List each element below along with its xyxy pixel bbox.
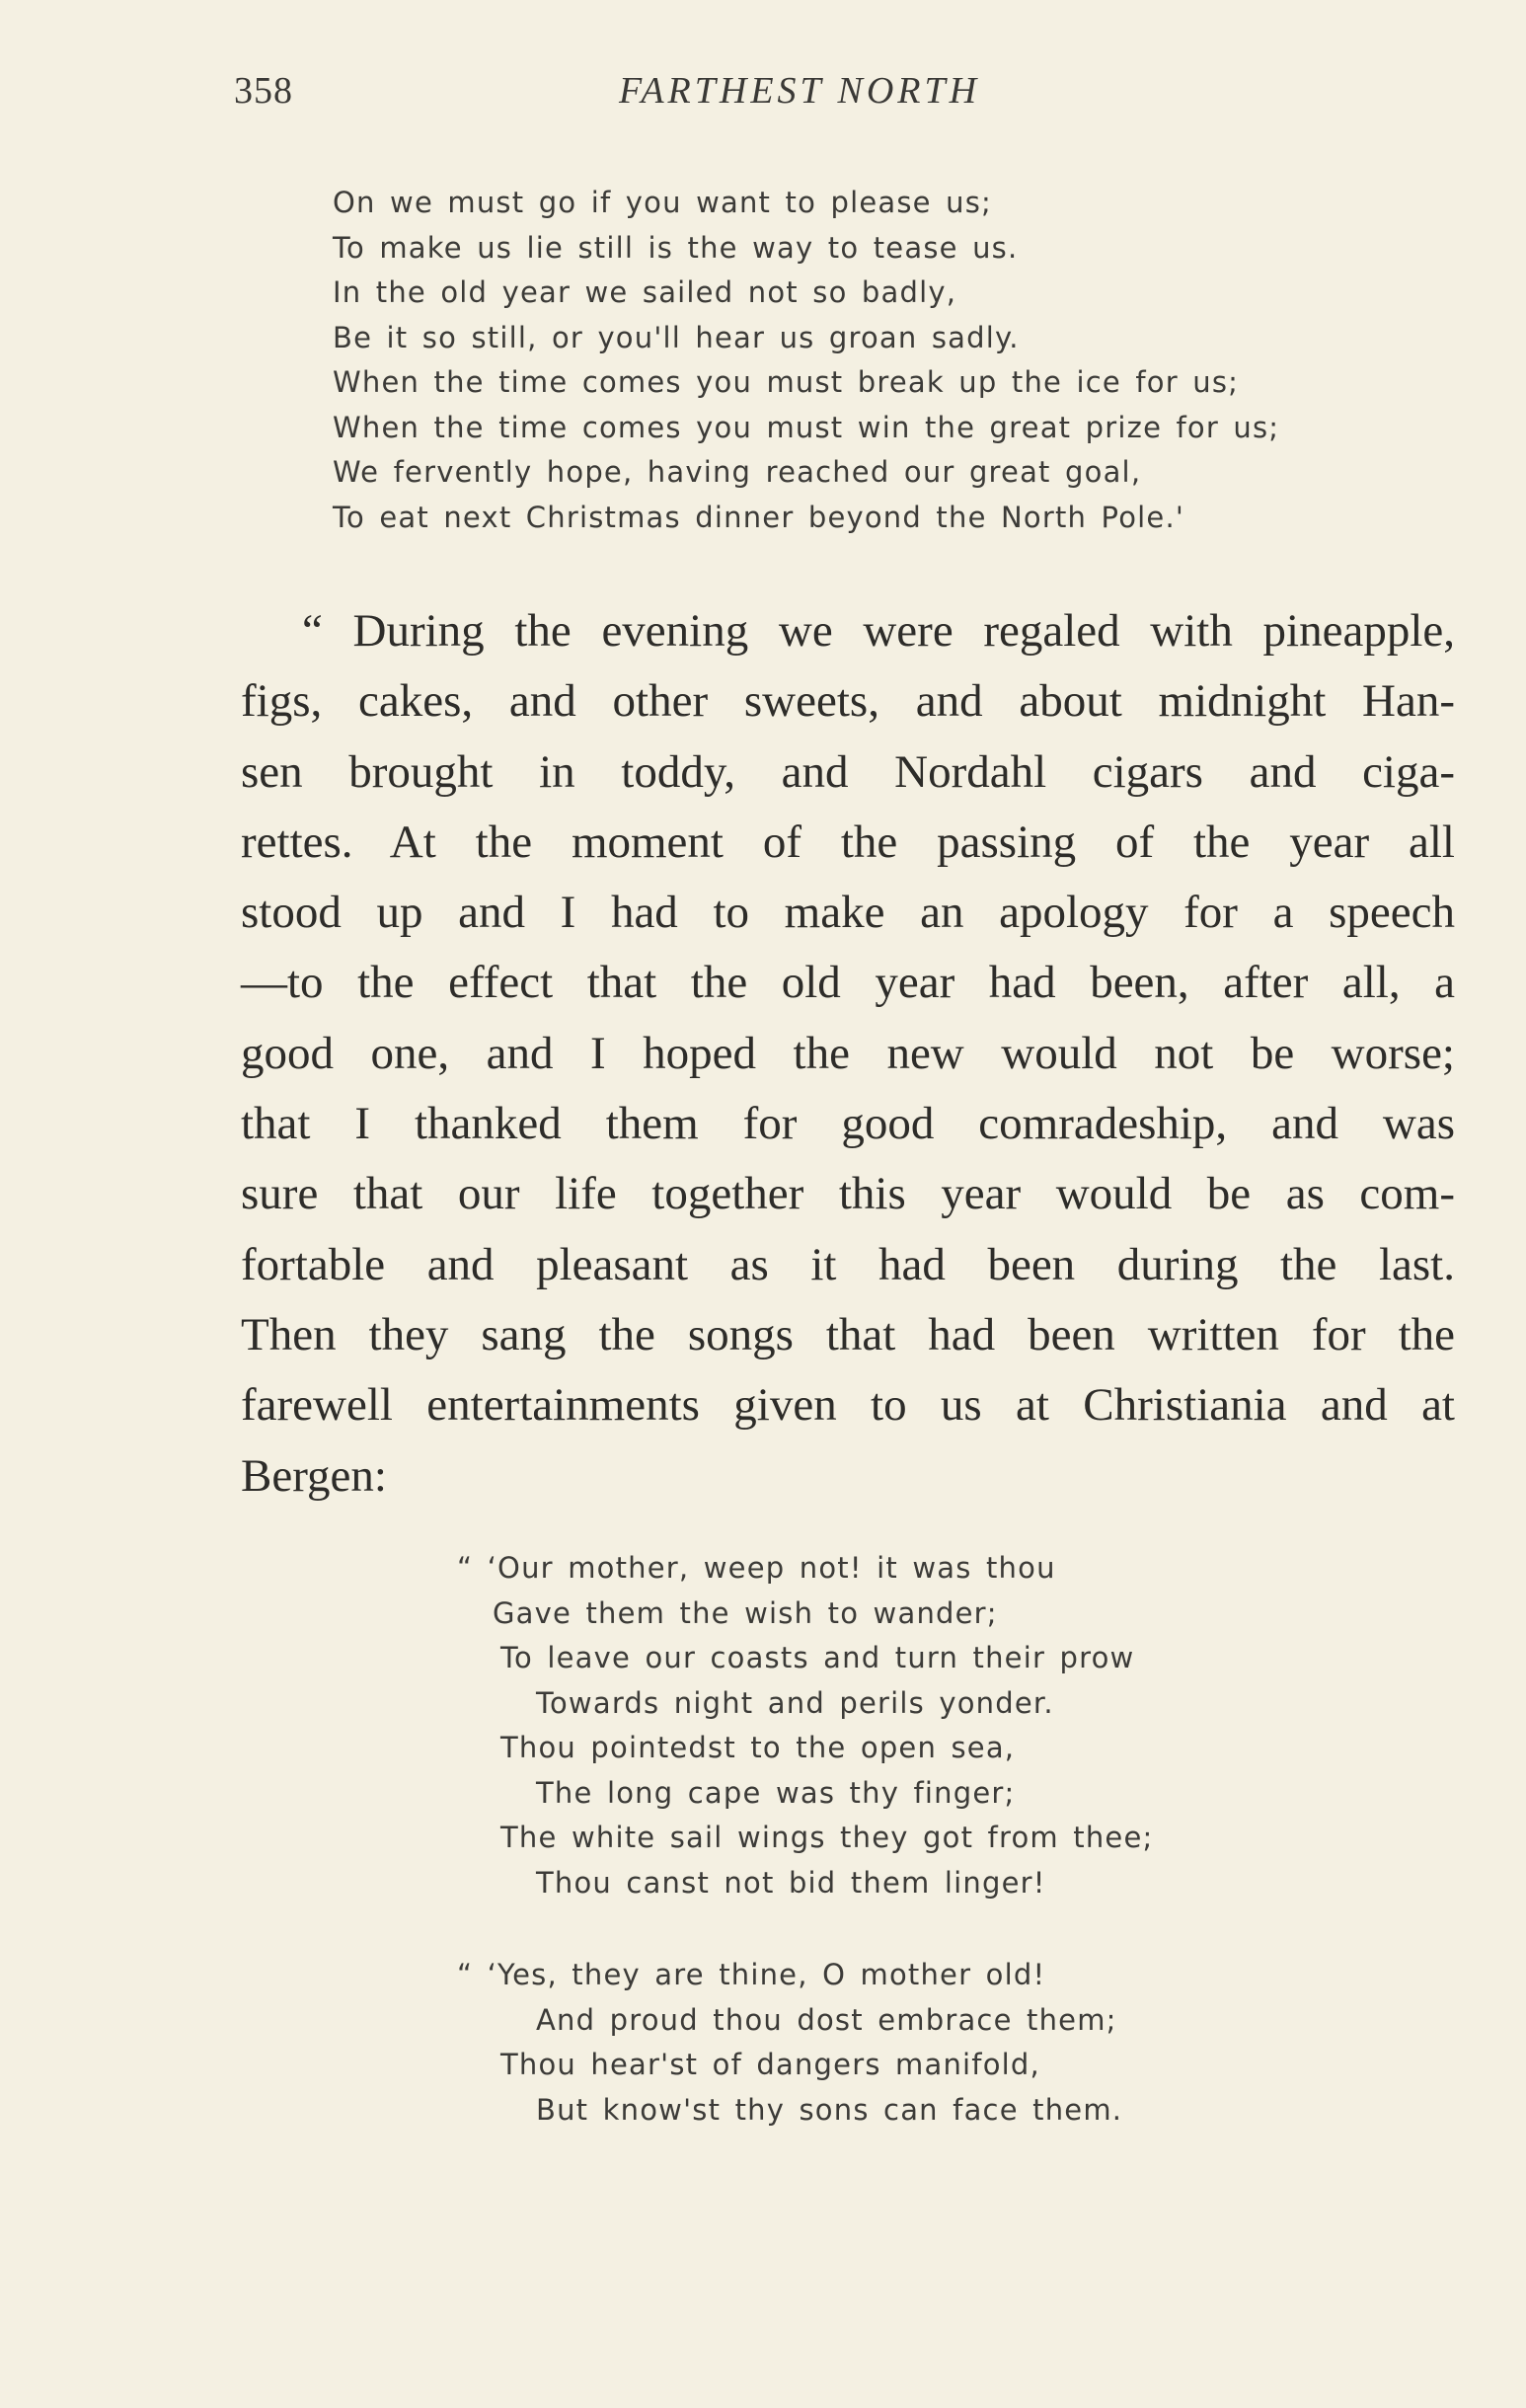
page-header [234,69,1260,128]
verse-line: To eat next Christmas dinner beyond the North Pole.' [333,500,1185,534]
prose-paragraph [241,596,1455,1512]
prose-line: stood up and I had to make an apology for a speech [241,887,1455,939]
verse-line: We fervently hope, having reached our great goal, [333,455,1142,489]
running-title: FARTHEST NORTH [619,70,981,112]
prose-line: —to the effect that the old year had been, after all, a [241,957,1455,1009]
verse-line: But know'st thy sons can face them. [536,2092,1123,2127]
verse-line: And proud thou dost embrace them; [536,2002,1117,2037]
verse-stanza-2 [457,1953,1122,2133]
verse-line: Gave them the wish to wander; [493,1595,998,1630]
prose-line: rettes. At the moment of the passing of the year all [241,816,1455,868]
verse-line: Towards night and perils yonder. [536,1685,1054,1720]
verse-block-top [333,181,1279,540]
verse-line: When the time comes you must win the great prize for us; [333,410,1280,444]
verse-stanza-1 [457,1546,1153,1905]
verse-line: Thou canst not bid them linger! [536,1865,1046,1900]
prose-line: Bergen: [241,1449,387,1502]
prose-line: fortable and pleasant as it had been during the last. [241,1238,1455,1290]
prose-line: that I thanked them for good comradeship, and was [241,1098,1455,1150]
prose-line: Then they sang the songs that had been written for the [241,1308,1455,1360]
prose-line: sen brought in toddy, and Nordahl cigars and ciga- [241,745,1455,798]
verse-line: In the old year we sailed not so badly, [333,275,957,309]
verse-line: On we must go if you want to please us; [333,186,992,219]
verse-line: Be it so still, or you'll hear us groan sadly. [333,320,1020,354]
prose-line: farewell entertainments given to us at Christiania and at [241,1379,1455,1432]
prose-line: “ During the evening we were regaled with pineapple, [302,605,1455,657]
verse-line: The long cape was thy finger; [536,1775,1016,1810]
verse-line: To make us lie still is the way to tease us. [333,230,1019,265]
verse-line: To leave our coasts and turn their prow [500,1641,1135,1674]
verse-line: “ ‘Yes, they are thine, O mother old! [457,1958,1046,1991]
verse-line: Thou pointedst to the open sea, [500,1731,1016,1764]
verse-line: “ ‘Our mother, weep not! it was thou [457,1551,1056,1585]
prose-line: sure that our life together this year would be as com- [241,1168,1455,1220]
verse-line: When the time comes you must break up the ice for us; [333,365,1240,399]
prose-line: good one, and I hoped the new would not be worse; [241,1027,1455,1079]
verse-line: The white sail wings they got from thee; [500,1821,1154,1854]
page-number: 358 [234,70,293,112]
prose-line: figs, cakes, and other sweets, and about midnight Han- [241,675,1455,728]
verse-line: Thou hear'st of dangers manifold, [500,2048,1040,2081]
